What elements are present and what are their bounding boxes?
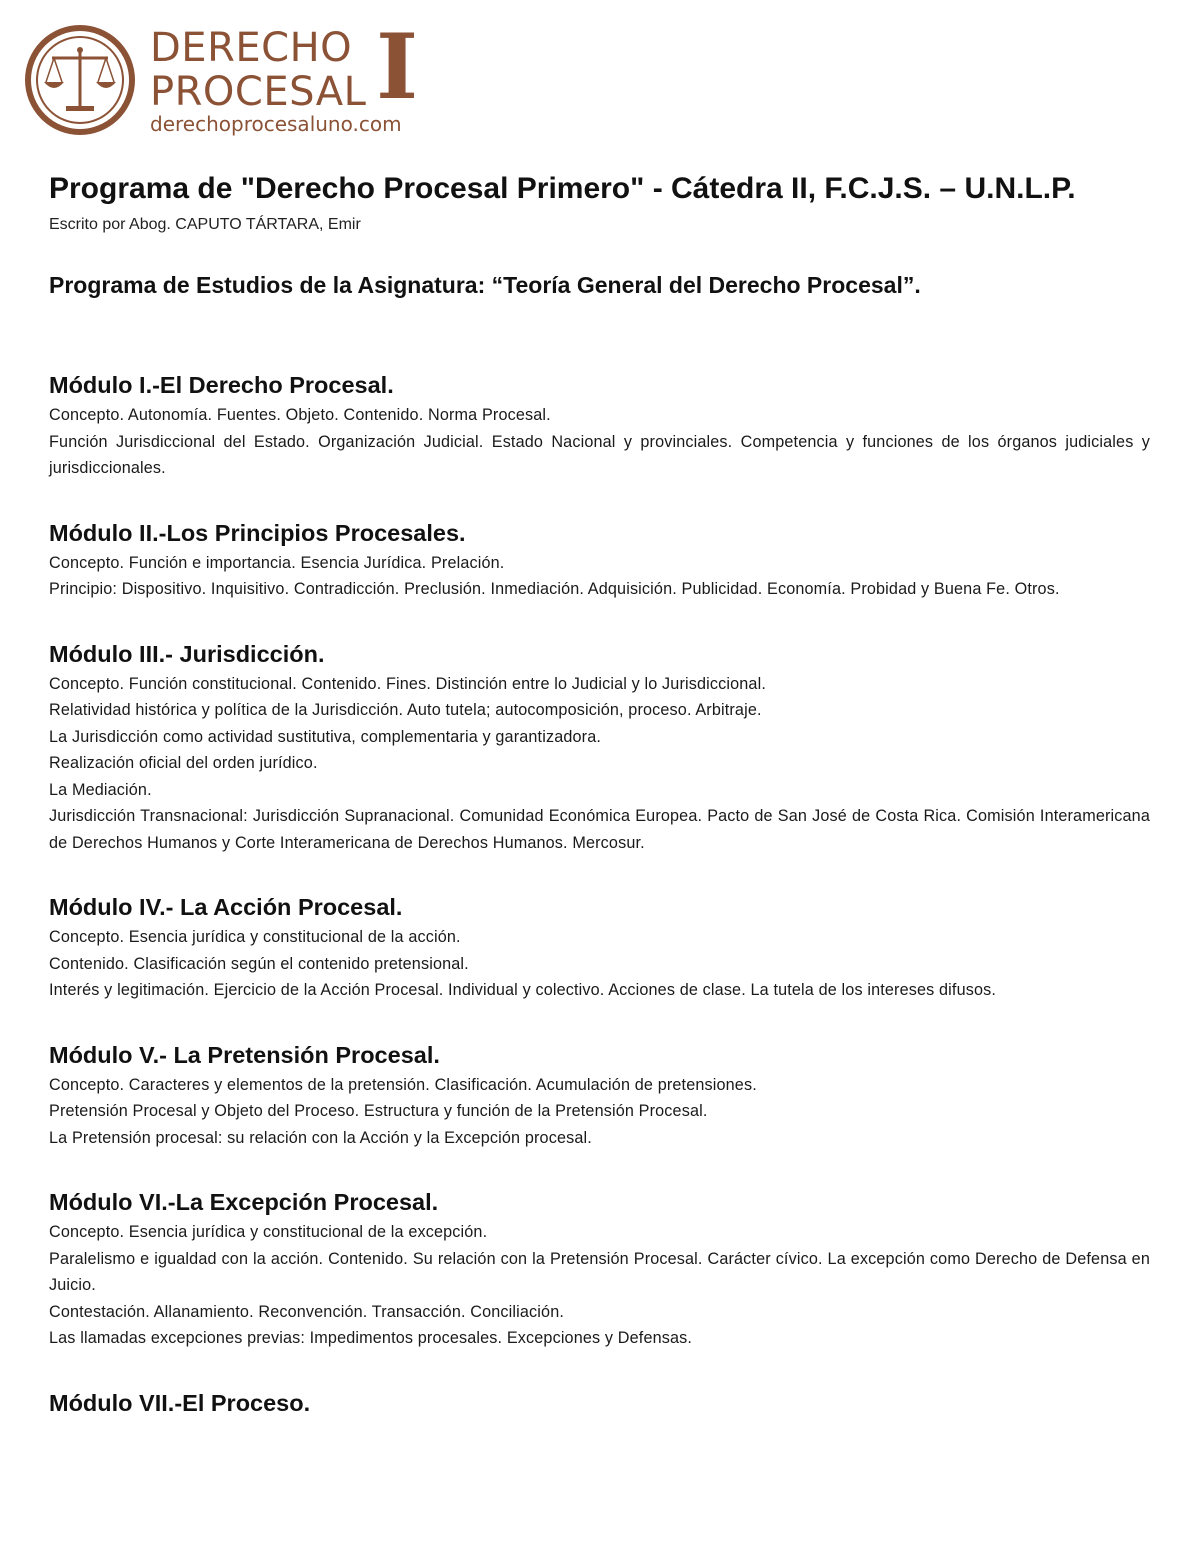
document-title: Programa de "Derecho Procesal Primero" - Cátedra II, F.C.J.S. – U.N.L.P. (49, 172, 1076, 205)
module-line: Realización oficial del orden jurídico. (49, 754, 318, 772)
logo-text-derecho: DERECHO (150, 25, 353, 71)
module-line: Contestación. Allanamiento. Reconvención. Transacción. Conciliación. (49, 1302, 564, 1321)
module-line: Las llamadas excepciones previas: Impedimentos procesales. Excepciones y Defensas. (49, 1329, 693, 1347)
module-line: Jurisdicción Transnacional: Jurisdicción Supranacional. Comunidad Económica Europea. Pacto de San José de Costa Rica. Comisión Interamericana de Derechos Humanos y Corte Interamericana de Derechos Humanos. Mercosur. (49, 807, 1150, 852)
scales-of-justice-icon (24, 24, 136, 136)
module-line: Concepto. Caracteres y elementos de la pretensión. Clasificación. Acumulación de pretensiones. (49, 1075, 757, 1094)
module-line: Concepto. Función constitucional. Contenido. Fines. Distinción entre lo Judicial y lo Jurisdiccional. (49, 674, 766, 693)
module-section (49, 639, 1150, 857)
module-section (49, 370, 1150, 482)
module-line: Concepto. Autonomía. Fuentes. Objeto. Contenido. Norma Procesal. (49, 406, 551, 424)
module-title: Módulo I.-El Derecho Procesal. (49, 372, 394, 398)
module-line: Contenido. Clasificación según el contenido pretensional. (49, 954, 469, 973)
module-section (49, 518, 1150, 603)
module-section (49, 1388, 1150, 1418)
module-section (49, 1187, 1150, 1352)
author-line: Escrito por Abog. CAPUTO TÁRTARA, Emir (49, 216, 361, 233)
program-subtitle: Programa de Estudios de la Asignatura: “Teoría General del Derecho Procesal”. (49, 272, 921, 298)
module-title: Módulo VI.-La Excepción Procesal. (49, 1189, 439, 1215)
module-line: La Jurisdicción como actividad sustitutiva, complementaria y garantizadora. (49, 727, 601, 746)
module-line: La Pretensión procesal: su relación con la Acción y la Excepción procesal. (49, 1128, 592, 1147)
site-logo[interactable] (24, 14, 424, 138)
module-line: Principio: Dispositivo. Inquisitivo. Contradicción. Preclusión. Inmediación. Adquisición. Publicidad. Economía. Probidad y Buena Fe. Otros. (49, 580, 1060, 598)
module-section (49, 892, 1150, 1004)
module-line: La Mediación. (49, 780, 152, 799)
logo-roman-numeral: I (376, 14, 419, 120)
logo-url: derechoprocesaluno.com (150, 112, 402, 136)
module-line: Pretensión Procesal y Objeto del Proceso. Estructura y función de la Pretensión Procesal. (49, 1102, 708, 1120)
document-body (49, 170, 1150, 1420)
module-title: Módulo III.- Jurisdicción. (49, 640, 325, 667)
module-line: Función Jurisdiccional del Estado. Organización Judicial. Estado Nacional y provinciales. Competencia y funciones de los órganos judiciales y jurisdiccionales. (49, 432, 1150, 477)
module-title: Módulo V.- La Pretensión Procesal. (49, 1041, 440, 1068)
module-line: Paralelismo e igualdad con la acción. Contenido. Su relación con la Pretensión Procesal. Carácter cívico. La excepción como Derecho de Defensa en Juicio. (49, 1249, 1150, 1294)
module-line: Relatividad histórica y política de la Jurisdicción. Auto tutela; autocomposición, proceso. Arbitraje. (49, 701, 762, 719)
module-line: Concepto. Esencia jurídica y constitucional de la acción. (49, 928, 461, 946)
modules-list (49, 370, 1150, 1418)
module-line: Concepto. Esencia jurídica y constitucional de la excepción. (49, 1223, 488, 1241)
module-line: Interés y legitimación. Ejercicio de la Acción Procesal. Individual y colectivo. Acciones de clase. La tutela de los intereses difusos. (49, 981, 997, 999)
module-title: Módulo II.-Los Principios Procesales. (49, 519, 466, 546)
module-title: Módulo IV.- La Acción Procesal. (49, 894, 403, 920)
module-title: Módulo VII.-El Proceso. (49, 1389, 311, 1416)
logo-text-procesal: PROCESAL (150, 69, 367, 115)
module-line: Concepto. Función e importancia. Esencia Jurídica. Prelación. (49, 553, 505, 572)
module-section (49, 1040, 1150, 1152)
